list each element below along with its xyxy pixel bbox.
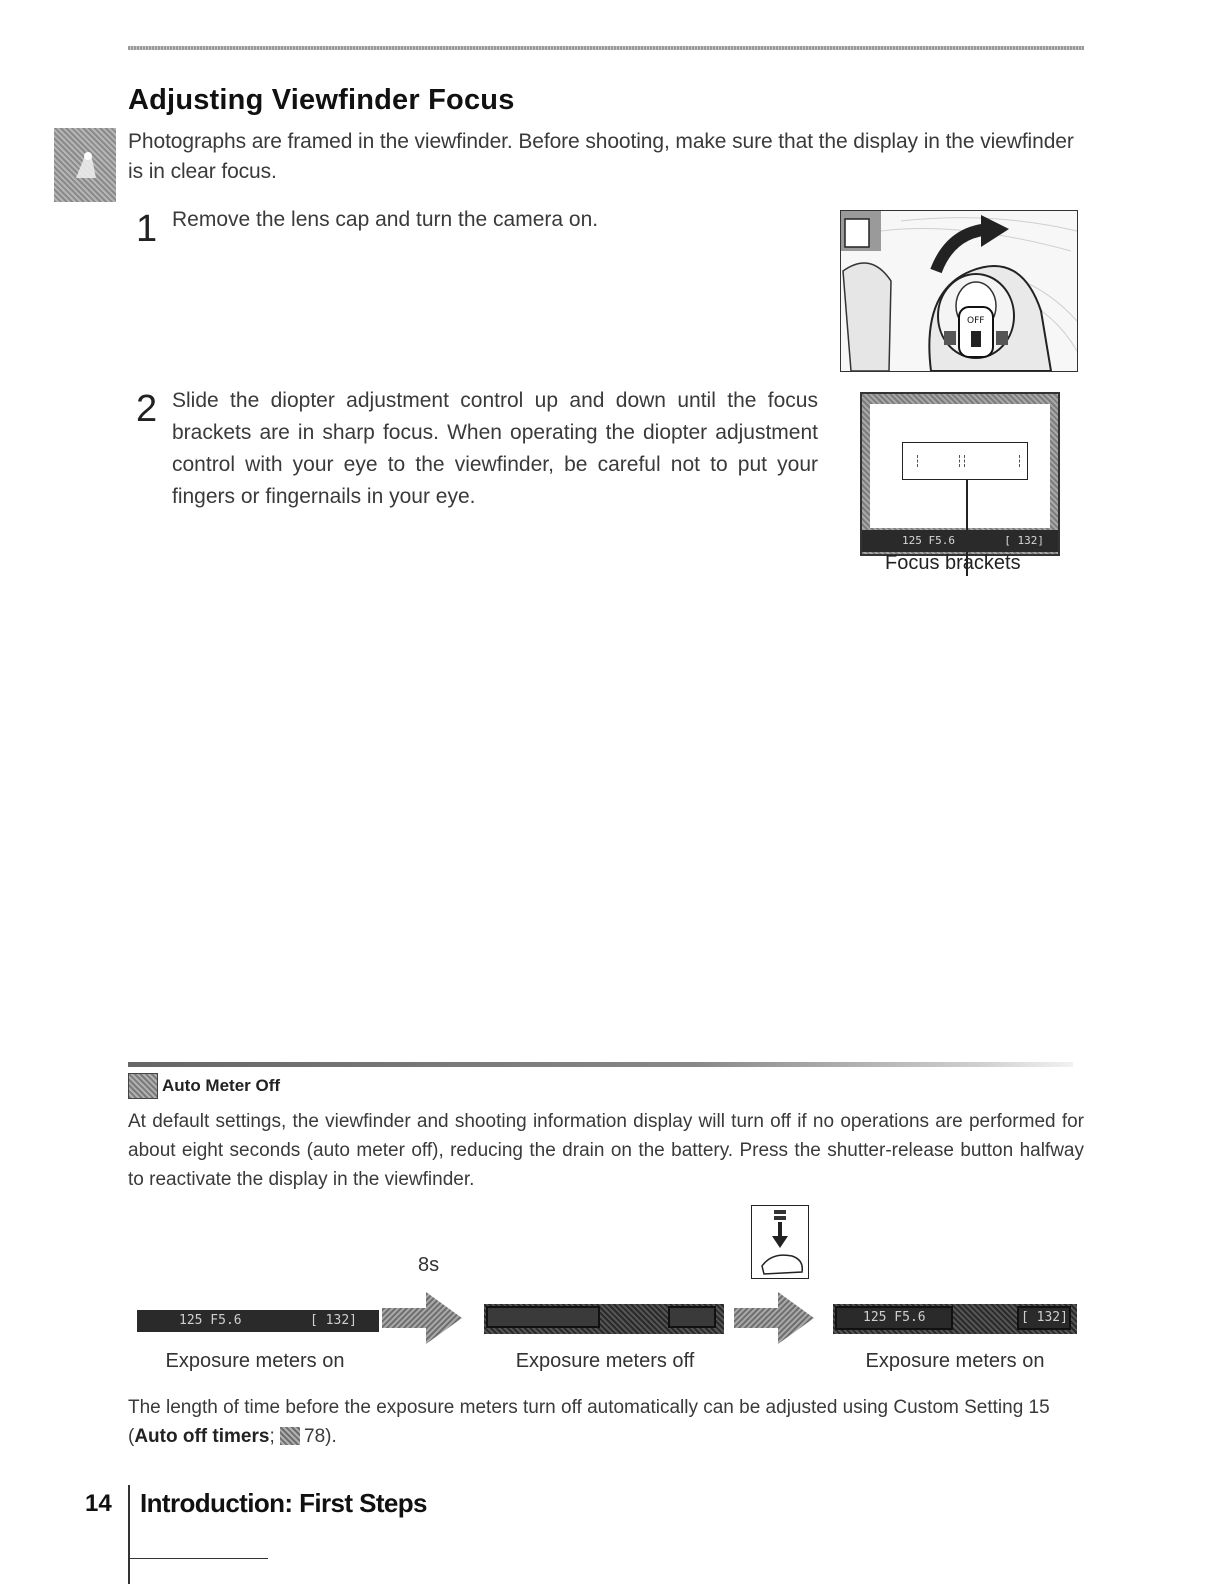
intro-paragraph: Photographs are framed in the viewfinder. Before shooting, make sure that the display in the viewfinder is in clear focus. [128, 130, 1074, 183]
note-rule [128, 1062, 1073, 1067]
focus-area-box [902, 442, 1028, 480]
step-2-number: 2 [136, 388, 158, 430]
display-left-shutter-aperture: 125 F5.6 [179, 1313, 242, 1328]
page-ref-number[interactable]: 78 [304, 1426, 326, 1447]
off-label: OFF [967, 316, 985, 326]
note-icon [128, 1073, 158, 1099]
note-title: Auto Meter Off [162, 1076, 281, 1095]
camera-power-figure [840, 210, 1078, 372]
custom-setting-close: ). [325, 1426, 337, 1447]
display-right-shutter-aperture: 125 F5.6 [863, 1310, 926, 1325]
display-meters-on-left [137, 1310, 379, 1332]
step-1-number: 1 [136, 208, 158, 250]
meter-label-on-left: Exposure meters on [165, 1350, 345, 1372]
meter-label-off: Exposure meters off [515, 1350, 695, 1372]
viewfinder-frame [870, 404, 1050, 528]
display-meters-off [484, 1304, 724, 1334]
vf-strip-shutter-aperture: 125 F5.6 [902, 534, 955, 547]
custom-setting-note [128, 1393, 1084, 1451]
step-1-text: Remove the lens cap and turn the camera on. [172, 208, 599, 231]
focus-brackets-caption: Focus brackets [885, 552, 1021, 574]
custom-setting-note-text: The length of time before the exposure meters turn off automatically can be adjusted using Custom Setting 15 ( [128, 1397, 1050, 1447]
meter-label-on-right: Exposure meters on [865, 1350, 1045, 1372]
display-right-count: [ 132] [1021, 1310, 1068, 1325]
arrow-right-icon [734, 1292, 814, 1344]
display-meters-on-right [833, 1304, 1077, 1334]
top-rule [128, 46, 1084, 50]
viewfinder-info-strip [862, 530, 1058, 552]
delay-label: 8s [418, 1254, 440, 1276]
page-number: 14 [85, 1490, 112, 1517]
chapter-tab [54, 128, 116, 202]
camera-top-illustration [841, 211, 1077, 371]
section-name: Introduction: First Steps [140, 1488, 427, 1518]
vf-strip-count: [ 132] [1004, 534, 1044, 547]
camera-hand-icon [70, 148, 100, 182]
note-body: At default settings, the viewfinder and shooting information display will turn off if no operations are performed for about eight seconds (auto meter off), reducing the drain on the battery. Press the shutter-release button halfway to reactivate the display in the viewfinder. [128, 1111, 1084, 1190]
custom-setting-separator: ; [269, 1426, 280, 1447]
display-left-count: [ 132] [310, 1313, 357, 1328]
viewfinder-figure [860, 392, 1060, 556]
auto-off-timers-label: Auto off timers [134, 1426, 270, 1447]
arrow-right-icon [382, 1292, 462, 1344]
shutter-press-icon [751, 1205, 809, 1279]
page-ref-icon [280, 1427, 300, 1445]
step-2-text: Slide the diopter adjustment control up and down until the focus brackets are in sharp focus. When operating the diopter adjustment control with your eye to the viewfinder, be careful not to put your fingers or fingernails in your eye. [172, 389, 818, 508]
page-underline [128, 1558, 268, 1559]
page-divider [128, 1485, 130, 1584]
page-heading: Adjusting Viewfinder Focus [128, 84, 515, 116]
